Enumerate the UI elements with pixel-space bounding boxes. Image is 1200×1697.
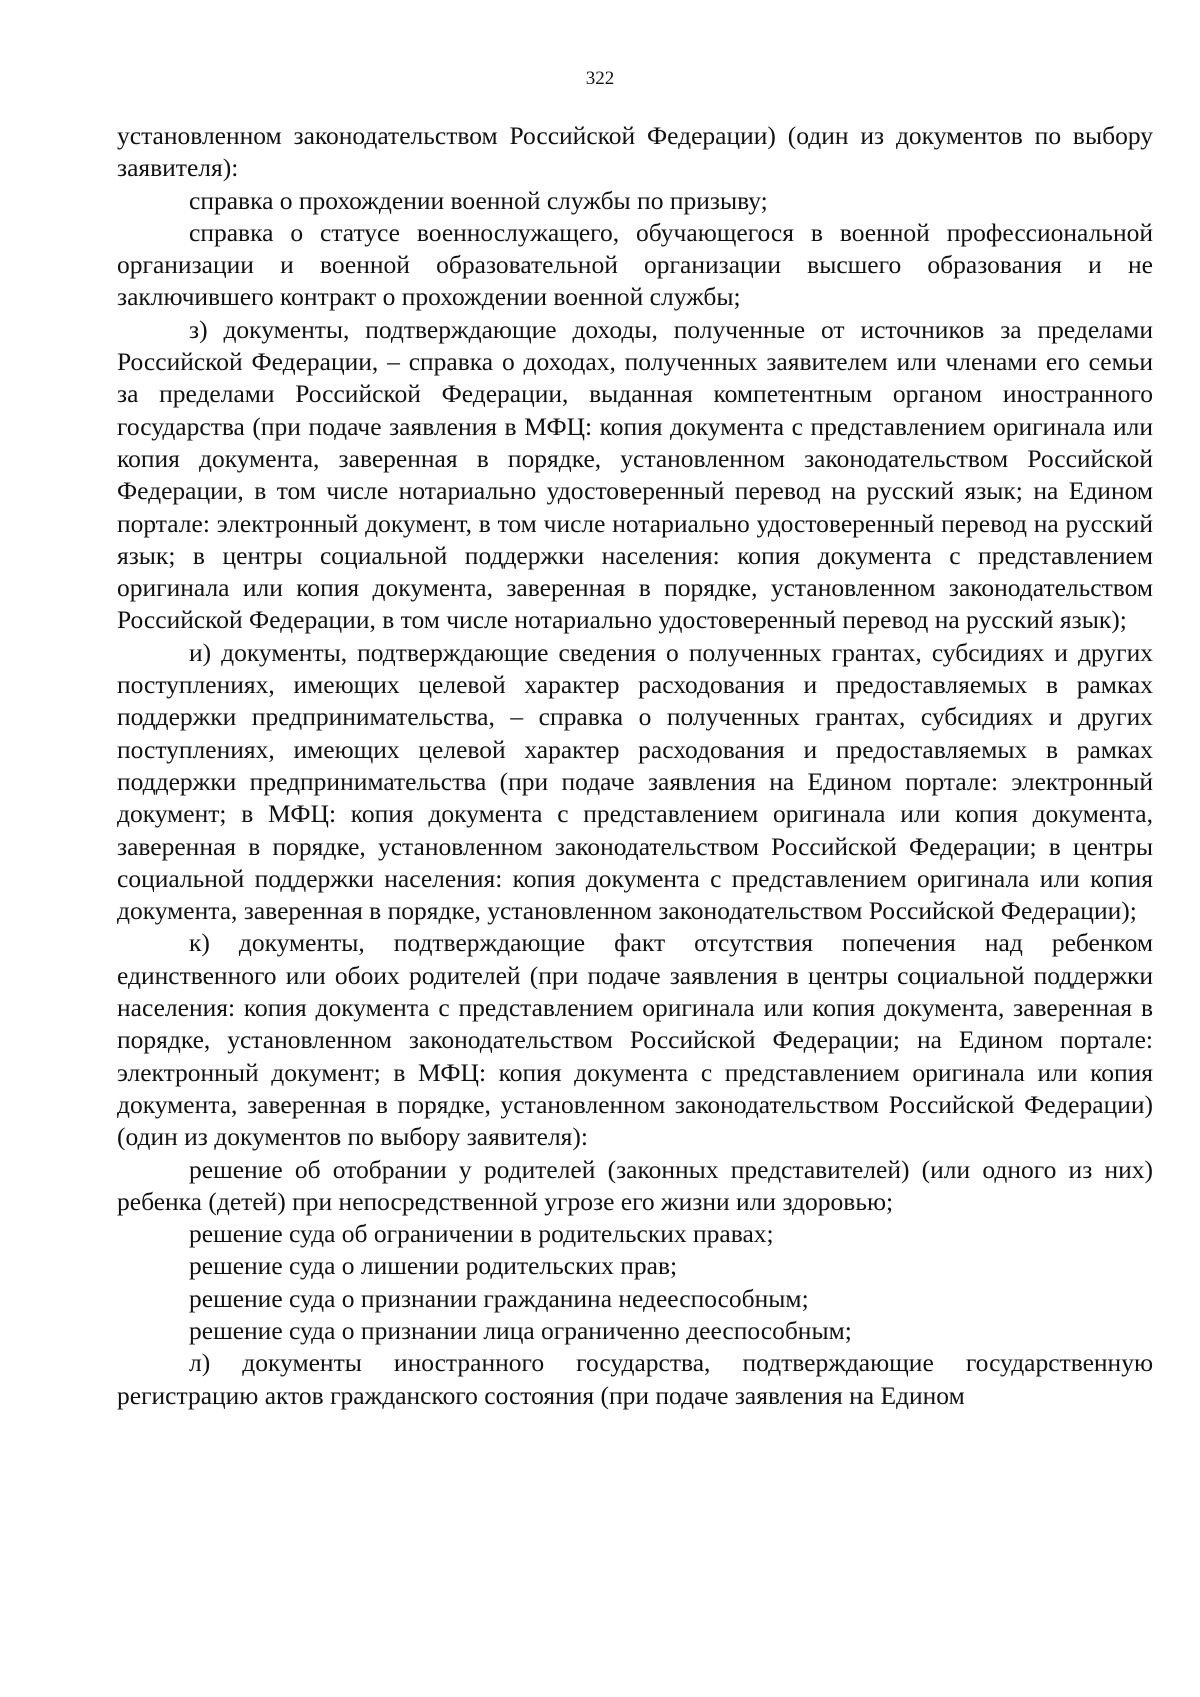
paragraph-item-k: к) документы, подтверждающие факт отсутствия попечения над ребенком единственного или обоих родителей (при подаче заявления в центры социальной поддержки населения: копия документа с представлением оригинала или копия документа, заверенная в порядке, установленном законодательством Российской Федерации; на Едином портале: электронный документ; в МФЦ: копия документа с представлением оригинала или копия документа, заверенная в порядке, установленном законодательством Российской Федерации) (один из документов по выбору заявителя): xyxy=(117,928,1153,1152)
paragraph-continuation: установленном законодательством Российской Федерации) (один из документов по выбору заявителя): xyxy=(117,121,1153,183)
paragraph-item-l: л) документы иностранного государства, подтверждающие государственную регистрацию актов гражданского состояния (при подаче заявления на Едином xyxy=(117,1348,1153,1410)
paragraph-item-i: и) документы, подтверждающие сведения о полученных грантах, субсидиях и других поступлениях, имеющих целевой характер расходования и предоставляемых в рамках поддержки предпринимательства, – справка о полученных грантах, субсидиях и других поступлениях, имеющих целевой характер расходования и предоставляемых в рамках поддержки предпринимательства (при подаче заявления на Едином портале: электронный документ; в МФЦ: копия документа с представлением оригинала или копия документа, заверенная в порядке, установленном законодательством Российской Федерации; в центры социальной поддержки населения: копия документа с представлением оригинала или копия документа, заверенная в порядке, установленном законодательством Российской Федерации); xyxy=(117,637,1153,926)
page-number: 322 xyxy=(585,68,615,89)
paragraph-court-deprivation: решение суда о лишении родительских прав; xyxy=(189,1251,678,1281)
paragraph-military-status-certificate: справка о статусе военнослужащего, обучающегося в военной профессиональной организации и военной образовательной организации высшего образования и не заключившего контракт о прохождении военной службы; xyxy=(117,217,1153,312)
paragraph-court-incapacity: решение суда о признании гражданина недееспособным; xyxy=(189,1283,809,1313)
paragraph-court-limited-capacity: решение суда о признании лица ограниченно дееспособным; xyxy=(189,1315,852,1345)
paragraph-military-service-certificate: справка о прохождении военной службы по призыву; xyxy=(189,185,768,215)
paragraph-item-z: з) документы, подтверждающие доходы, полученные от источников за пределами Российской Федерации, – справка о доходах, полученных заявителем или членами его семьи за пределами Российской Федерации, выданная компетентным органом иностранного государства (при подаче заявления в МФЦ: копия документа с представлением оригинала или копия документа, заверенная в порядке, установленном законодательством Российской Федерации, в том числе нотариально удостоверенный перевод на русский язык; на Едином портале: электронный документ, в том числе нотариально удостоверенный перевод на русский язык; в центры социальной поддержки населения: копия документа с представлением оригинала или копия документа, заверенная в порядке, установленном законодательством Российской Федерации, в том числе нотариально удостоверенный перевод на русский язык); xyxy=(117,314,1153,635)
paragraph-removal-decision: решение об отобрании у родителей (законных представителей) (или одного из них) ребенка (детей) при непосредственной угрозе его жизни или здоровью; xyxy=(117,1154,1153,1216)
document-body xyxy=(117,120,1153,1412)
paragraph-court-restriction: решение суда об ограничении в родительских правах; xyxy=(189,1219,774,1249)
